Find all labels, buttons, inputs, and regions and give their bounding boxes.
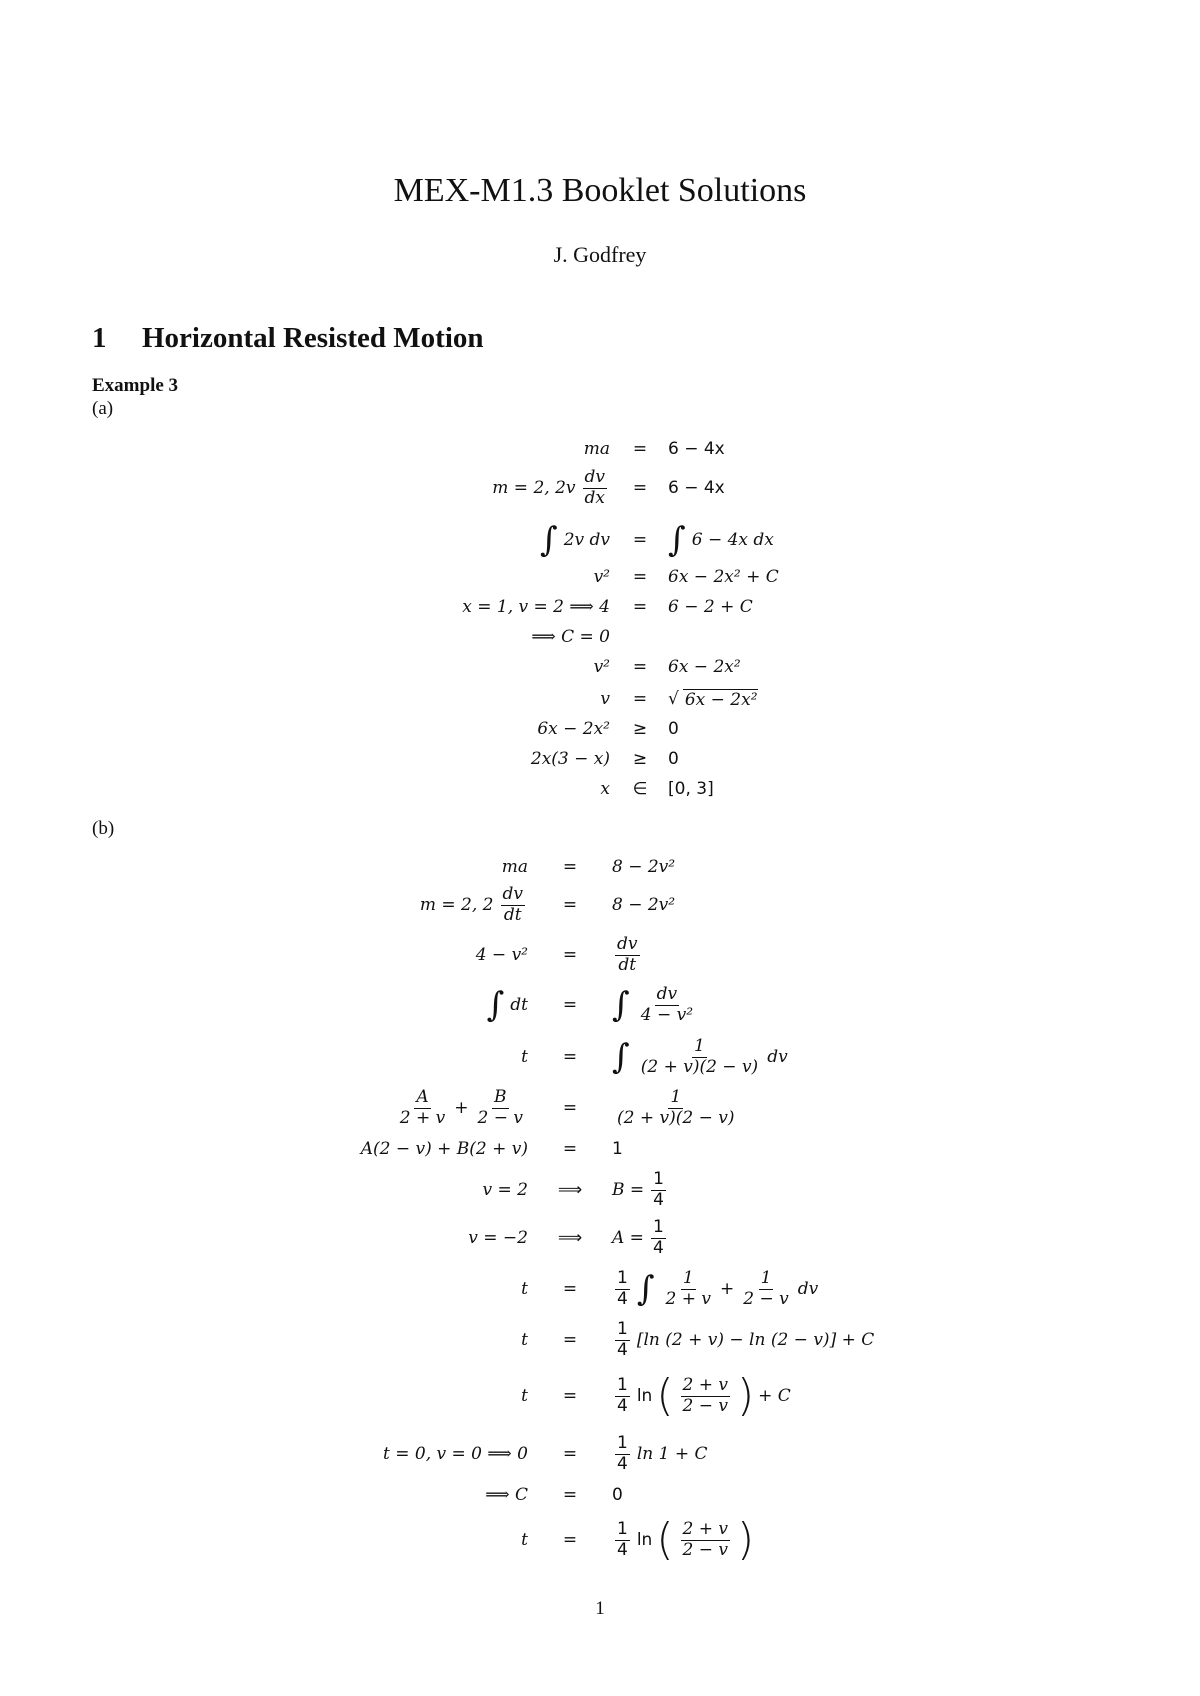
equation-row xyxy=(0,1168,1200,1212)
fraction-numerator: dv xyxy=(502,883,523,904)
equation-rhs xyxy=(612,1514,755,1565)
equation-relation: = xyxy=(632,478,648,498)
fraction-denominator: 4 xyxy=(653,1189,664,1210)
rhs-text: + C xyxy=(758,1386,791,1406)
fraction-denominator: 4 xyxy=(617,1339,628,1360)
lhs-text: m = 2, 2v xyxy=(492,478,576,498)
equation-lhs: t xyxy=(521,1047,528,1067)
integral-sign-icon: ∫ xyxy=(636,1269,655,1309)
equation-rhs xyxy=(612,1434,708,1474)
fraction-numerator: 1 xyxy=(760,1267,772,1288)
equation-rhs: 8 − 2v² xyxy=(612,895,676,915)
fraction-denominator: 2 − v xyxy=(477,1107,523,1128)
plus-sign: + xyxy=(454,1098,469,1118)
fraction-numerator: B xyxy=(494,1086,507,1107)
equation-lhs xyxy=(492,468,610,508)
equation-row xyxy=(0,622,1200,652)
fraction-numerator: 2 + v xyxy=(682,1374,728,1395)
equation-row xyxy=(0,982,1200,1028)
fraction-denominator: 2 − v xyxy=(743,1288,789,1309)
fraction-denominator: dt xyxy=(618,954,637,975)
equation-rhs xyxy=(668,689,758,710)
equation-rhs xyxy=(612,935,643,975)
equation-lhs: t xyxy=(521,1386,528,1406)
fraction xyxy=(398,1088,447,1128)
equation-row xyxy=(0,652,1200,682)
radicand: 6x − 2x² xyxy=(684,689,758,710)
equation-rhs: 0 xyxy=(668,749,679,769)
equation-rhs xyxy=(612,985,698,1025)
equation-rhs: 0 xyxy=(612,1485,623,1505)
fraction xyxy=(615,1520,630,1560)
equation-relation: = xyxy=(562,1444,578,1464)
equation-lhs xyxy=(420,885,528,925)
equation-lhs: ma xyxy=(501,857,528,877)
equation-relation: = xyxy=(562,945,578,965)
equation-row xyxy=(0,518,1200,562)
equation-relation: = xyxy=(562,1139,578,1159)
rhs-text: B = xyxy=(612,1180,645,1200)
fraction xyxy=(583,468,608,508)
equation-relation: = xyxy=(562,1098,578,1118)
fraction-numerator: 1 xyxy=(617,1318,628,1339)
fraction xyxy=(615,935,640,975)
equation-rhs xyxy=(612,1269,818,1309)
fraction-numerator: 1 xyxy=(617,1267,628,1288)
equation-row xyxy=(0,852,1200,882)
fraction xyxy=(741,1269,790,1309)
equation-row xyxy=(0,684,1200,714)
fraction-numerator: dv xyxy=(656,983,678,1004)
equation-row xyxy=(0,434,1200,464)
equation-relation: = xyxy=(562,1330,578,1350)
rhs-text: dv xyxy=(797,1279,819,1299)
fraction-numerator: 1 xyxy=(617,1374,628,1395)
equation-rhs: 1 xyxy=(612,1139,623,1159)
equation-row xyxy=(0,1086,1200,1130)
part-a-label: (a) xyxy=(92,398,114,419)
fraction-numerator: 1 xyxy=(694,1035,705,1056)
equation-rhs: 6 − 4x xyxy=(668,439,725,459)
equation-lhs: v² xyxy=(593,567,610,587)
rhs-text: ln 1 + C xyxy=(636,1444,708,1464)
fraction-denominator: (2 + v)(2 − v) xyxy=(640,1056,759,1077)
fraction-denominator: 4 xyxy=(617,1288,628,1309)
fraction-denominator: 4 xyxy=(617,1453,628,1474)
equation-rhs: 8 − 2v² xyxy=(612,857,676,877)
fraction xyxy=(681,1520,730,1560)
equation-rhs xyxy=(612,1088,739,1128)
integral-sign-icon: ∫ xyxy=(612,985,630,1025)
equation-lhs: 4 − v² xyxy=(475,945,528,965)
equation-row xyxy=(0,1432,1200,1476)
fraction xyxy=(615,1269,630,1309)
equation-row xyxy=(0,1216,1200,1260)
equation-relation: = xyxy=(562,1530,578,1550)
left-paren-icon: ( xyxy=(656,1370,674,1421)
equation-lhs: 6x − 2x² xyxy=(537,719,610,739)
fraction xyxy=(651,1170,666,1210)
equation-lhs: t xyxy=(521,1530,528,1550)
fraction xyxy=(639,985,695,1025)
document-title: MEX-M1.3 Booklet Solutions xyxy=(393,172,807,209)
equation-lhs: x = 1, v = 2 ⟹ 4 xyxy=(462,597,610,617)
fraction-numerator: 2 + v xyxy=(682,1518,728,1539)
equation-lhs: v xyxy=(600,689,610,709)
equation-row xyxy=(0,1480,1200,1510)
equation-row xyxy=(0,1512,1200,1568)
author: J. Godfrey xyxy=(553,242,647,267)
example-label: Example 3 xyxy=(92,375,179,396)
section-heading xyxy=(92,322,484,355)
equation-row xyxy=(0,714,1200,744)
part-b-label: (b) xyxy=(92,818,115,839)
equation-lhs xyxy=(395,1088,528,1128)
equation-row xyxy=(0,744,1200,774)
fraction xyxy=(615,1320,630,1360)
fraction-denominator: 2 + v xyxy=(399,1107,446,1128)
equation-row xyxy=(0,592,1200,622)
equation-lhs: ⟹ C xyxy=(485,1485,528,1505)
fraction-numerator: 1 xyxy=(670,1086,682,1107)
equation-relation: = xyxy=(632,439,648,459)
fraction xyxy=(615,1376,630,1416)
equation-row xyxy=(0,1368,1200,1424)
equation-lhs: t = 0, v = 0 ⟹ 0 xyxy=(383,1444,528,1464)
fraction xyxy=(681,1376,730,1416)
fraction-denominator: 4 xyxy=(617,1539,628,1560)
equation-relation: ⟹ xyxy=(557,1228,583,1248)
equation-rhs: 6 − 4x xyxy=(668,478,725,498)
equation-relation: = xyxy=(562,857,578,877)
rhs-text: A = xyxy=(612,1228,644,1248)
fraction-denominator: dt xyxy=(503,904,522,925)
equation-relation: = xyxy=(632,530,648,550)
equation-row xyxy=(0,884,1200,926)
fraction-denominator: dx xyxy=(584,487,605,508)
fraction-denominator: 4 xyxy=(652,1237,664,1258)
equation-rhs xyxy=(612,1170,669,1210)
section-number: 1 xyxy=(92,322,107,354)
fraction-denominator: (2 + v)(2 − v) xyxy=(617,1107,735,1128)
equation-lhs: ⟹ C = 0 xyxy=(531,627,610,647)
equation-row xyxy=(0,934,1200,976)
equation-relation: = xyxy=(562,995,578,1015)
fraction xyxy=(664,1269,713,1309)
fraction-numerator: 1 xyxy=(617,1518,628,1539)
equation-row xyxy=(0,468,1200,508)
lhs-text: dt xyxy=(510,995,528,1015)
right-paren-icon: ) xyxy=(736,1370,755,1421)
equation-row xyxy=(0,1034,1200,1080)
equation-rhs xyxy=(612,1320,874,1360)
equation-relation: = xyxy=(562,1386,578,1406)
equation-rhs: 6x − 2x² + C xyxy=(668,567,779,587)
fraction-numerator: 1 xyxy=(617,1432,628,1453)
equation-relation: ≥ xyxy=(632,719,648,739)
equation-rhs xyxy=(612,1370,791,1421)
equation-relation: ≥ xyxy=(632,749,648,769)
equation-row xyxy=(0,774,1200,804)
equation-lhs: ma xyxy=(583,439,610,459)
lhs-text: 2v dv xyxy=(563,530,610,550)
fraction-denominator: 2 − v xyxy=(682,1395,728,1416)
equation-relation: ⟹ xyxy=(557,1180,583,1200)
page-number: 1 xyxy=(595,1598,605,1619)
fraction xyxy=(476,1088,525,1128)
fraction-numerator: 1 xyxy=(652,1216,664,1237)
fraction-denominator: 4 xyxy=(617,1395,628,1416)
equation-row xyxy=(0,1134,1200,1164)
fraction xyxy=(501,885,526,925)
equation-rhs: 6 − 2 + C xyxy=(668,597,753,617)
equation-lhs: t xyxy=(521,1330,528,1350)
fraction-denominator: 2 + v xyxy=(665,1288,712,1309)
equation-relation: = xyxy=(562,1047,578,1067)
rhs-text: [ln (2 + v) − ln (2 − v)] + C xyxy=(636,1330,875,1350)
equation-relation: = xyxy=(562,1279,578,1299)
fraction-numerator: 1 xyxy=(682,1267,694,1288)
equation-relation: = xyxy=(632,597,648,617)
equation-row xyxy=(0,1266,1200,1312)
fraction-numerator: dv xyxy=(584,466,605,487)
plus-sign: + xyxy=(720,1279,735,1299)
equation-rhs xyxy=(612,1037,788,1077)
equation-rhs: 6x − 2x² xyxy=(668,657,741,677)
ln-function: ln xyxy=(636,1386,653,1406)
equation-lhs: v = −2 xyxy=(468,1228,528,1248)
fraction-numerator: dv xyxy=(617,933,638,954)
equation-lhs xyxy=(539,520,610,560)
fraction-denominator: 4 − v² xyxy=(640,1004,694,1025)
equation-rhs xyxy=(612,1218,669,1258)
left-paren-icon: ( xyxy=(656,1514,674,1565)
equation-relation: = xyxy=(562,1485,578,1505)
fraction xyxy=(651,1218,666,1258)
equation-lhs: x xyxy=(600,779,610,799)
equation-rhs xyxy=(668,520,774,560)
equation-relation: = xyxy=(632,689,648,709)
equation-lhs: A(2 − v) + B(2 + v) xyxy=(360,1139,528,1159)
fraction-numerator: A xyxy=(416,1086,429,1107)
equation-relation: ∈ xyxy=(632,779,648,799)
fraction-numerator: 1 xyxy=(653,1168,664,1189)
section-title: Horizontal Resisted Motion xyxy=(142,322,484,354)
equation-relation: = xyxy=(632,567,648,587)
rhs-text: 6 − 4x dx xyxy=(691,530,774,550)
equation-rhs: 0 xyxy=(668,719,679,739)
lhs-text: m = 2, 2 xyxy=(419,895,494,915)
equation-lhs: 2x(3 − x) xyxy=(530,749,610,769)
equation-lhs: v = 2 xyxy=(482,1180,528,1200)
fraction-denominator: 2 − v xyxy=(682,1539,728,1560)
integral-sign-icon: ∫ xyxy=(539,520,558,560)
equation-relation: = xyxy=(562,895,578,915)
equation-row xyxy=(0,562,1200,592)
sqrt-icon: √ xyxy=(668,689,679,709)
equation-lhs xyxy=(486,985,528,1025)
equation-rhs: [0, 3] xyxy=(668,779,714,799)
rhs-text: dv xyxy=(767,1047,788,1067)
ln-function: ln xyxy=(636,1530,653,1550)
fraction xyxy=(615,1088,736,1128)
equation-lhs: v² xyxy=(593,657,610,677)
integral-sign-icon: ∫ xyxy=(668,520,686,560)
fraction xyxy=(615,1434,630,1474)
equation-relation: = xyxy=(632,657,648,677)
integral-sign-icon: ∫ xyxy=(486,985,505,1025)
equation-row xyxy=(0,1318,1200,1362)
fraction xyxy=(639,1037,760,1077)
integral-sign-icon: ∫ xyxy=(612,1037,630,1077)
right-paren-icon: ) xyxy=(736,1514,755,1565)
equation-lhs: t xyxy=(521,1279,528,1299)
